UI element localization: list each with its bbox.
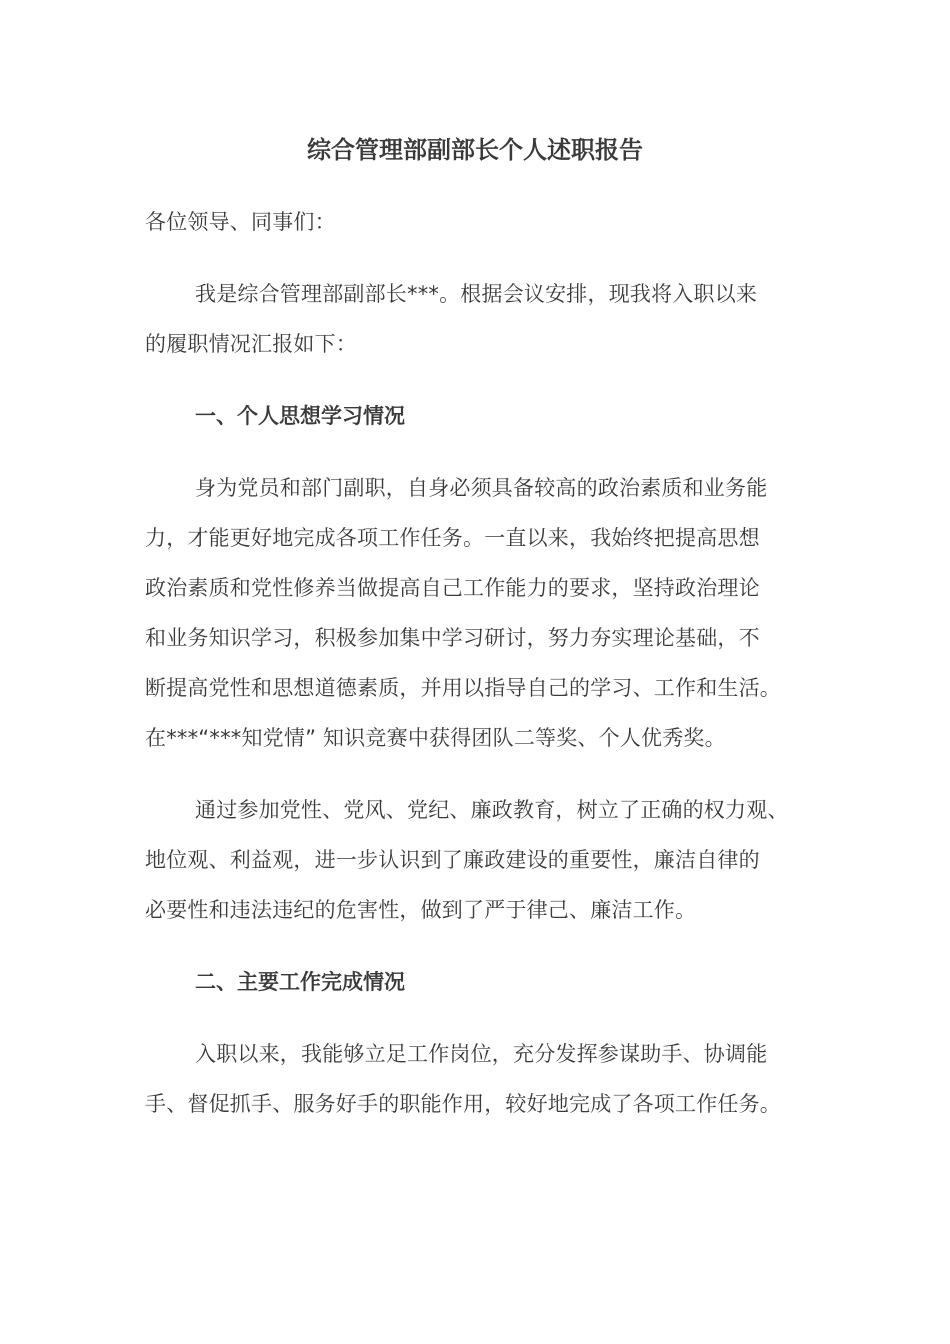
salutation-line: 各位领导、同事们： bbox=[145, 210, 336, 234]
document-title: 综合管理部副部长个人述职报告 bbox=[307, 136, 643, 164]
paragraph-line: 我是综合管理部副部长***。根据会议安排，现我将入职以来 bbox=[195, 282, 758, 306]
paragraph-line: 政治素质和党性修养当做提高自己工作能力的要求，坚持政治理论 bbox=[145, 576, 760, 600]
salutation bbox=[145, 197, 813, 247]
section2-paragraph-1 bbox=[145, 1029, 813, 1129]
paragraph-line: 和业务知识学习，积极参加集中学习研讨，努力夯实理论基础，不 bbox=[145, 626, 760, 650]
paragraph-line: 入职以来，我能够立足工作岗位，充分发挥参谋助手、协调能 bbox=[195, 1042, 768, 1066]
intro-paragraph bbox=[145, 269, 813, 369]
paragraph-line: 身为党员和部门副职，自身必须具备较高的政治素质和业务能 bbox=[195, 476, 768, 500]
paragraph-line: 断提高党性和思想道德素质，并用以指导自己的学习、工作和生活。 bbox=[145, 676, 781, 700]
paragraph-line: 力，才能更好地完成各项工作任务。一直以来，我始终把提高思想 bbox=[145, 526, 760, 550]
paragraph-line: 手、督促抓手、服务好手的职能作用，较好地完成了各项工作任务。 bbox=[145, 1092, 781, 1116]
paragraph-line: 地位观、利益观，进一步认识到了廉政建设的重要性，廉洁自律的 bbox=[145, 848, 760, 872]
section1-paragraph-2 bbox=[145, 785, 813, 935]
paragraph-line: 在***“***知党情” 知识竞赛中获得团队二等奖、个人优秀奖。 bbox=[145, 726, 726, 750]
paragraph-line: 必要性和违法违纪的危害性，做到了严于律己、廉洁工作。 bbox=[145, 898, 697, 922]
section-heading-2: 二、主要工作完成情况 bbox=[195, 970, 405, 994]
paragraph-line: 的履职情况汇报如下： bbox=[145, 332, 357, 356]
section1-paragraph-1 bbox=[145, 463, 813, 763]
section-heading-1: 一、个人思想学习情况 bbox=[195, 404, 405, 428]
paragraph-line: 通过参加党性、党风、党纪、廉政教育，树立了正确的权力观、 bbox=[195, 798, 789, 822]
